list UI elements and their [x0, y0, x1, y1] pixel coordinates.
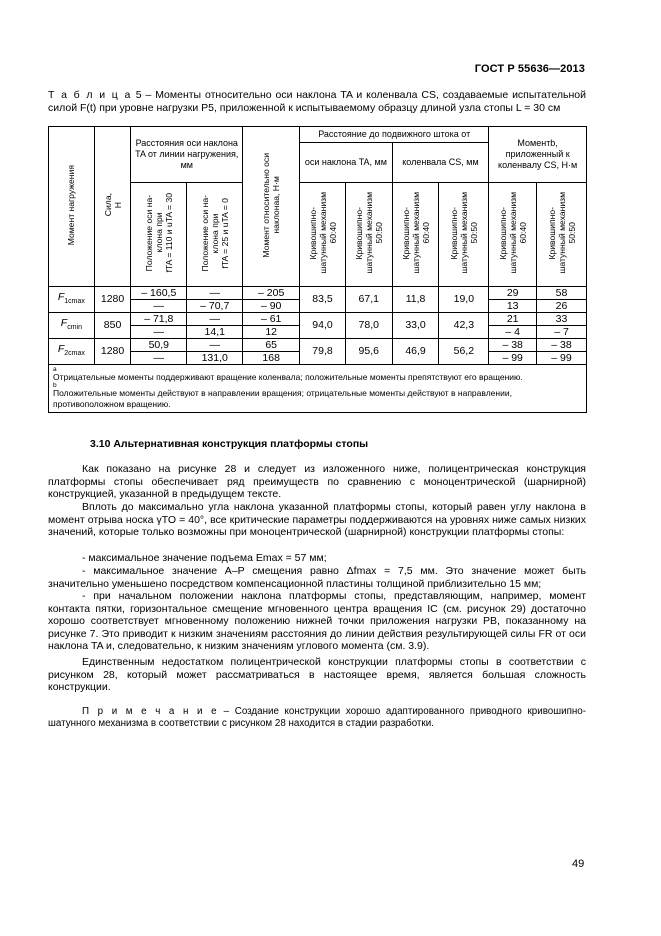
cell-pos2: — [187, 339, 243, 352]
cell-mb-mech1: 13 [489, 300, 537, 313]
row-force: 850 [94, 313, 131, 339]
table-caption [48, 89, 586, 115]
header-ta-mech2: Кривошипно- шатунный механизм 50:50 [345, 183, 392, 287]
cell-ta-mech1: 94,0 [300, 313, 346, 339]
cell-mb-mech1: – 38 [489, 339, 537, 352]
cell-pos1: — [131, 326, 187, 339]
cell-ta-mech2: 78,0 [345, 313, 392, 339]
header-pos2: Положение оси на- клона при fTA = 25 и uTA = 0 [187, 183, 243, 287]
table-row [49, 339, 587, 352]
cell-pos1: — [131, 300, 187, 313]
row-load-name: $F_{cmin}$ [49, 313, 95, 339]
footnote-a-mark: a [53, 366, 57, 373]
cell-pos2: — [187, 313, 243, 326]
cell-pos1: – 160,5 [131, 287, 187, 300]
paragraph-5: - при начальном положении наклона платформы стопы, представляющим, например, момент контакта пятки, горизонтальное смещение мгновенного центра вращения IC (см. рисунок 29) достаточно хорошо соответствует мгновенному положению нижней точки приложения нагрузки PB, показанному на рисунке 7. Это приводит к низким значениям расстояния до линии действия результирующей силы FR от оси наклона TA и, следовательно, к низким значениям углового момента (см. 3.9). [48, 590, 586, 653]
header-mb-mech1: Кривошипно- шатунный механизм 60:40 [489, 183, 537, 287]
header-crank-cs: коленвала CS, мм [392, 143, 489, 183]
note-label: П р и м е ч а н и е [82, 706, 219, 717]
cell-mb-mech2: 33 [537, 313, 587, 326]
cell-pos1: — [131, 352, 187, 365]
row-load-name: $F_{2cmax}$ [49, 339, 95, 365]
cell-mb-mech2: 58 [537, 287, 587, 300]
cell-ta-mech2: 95,6 [345, 339, 392, 365]
header-moment-axis: Момент относительно оси наклонаa, Н·м [243, 127, 300, 287]
caption-text: 5 – Моменты относительно оси наклона TA и коленвала CS, создаваемые испытательной силой F(t) при уровне нагрузки P5, приложенной к испытываемому образцу длиной узла стопы L = 30 см [48, 89, 586, 114]
header-cs-mech1: Кривошипно- шатунный механизм 60:40 [392, 183, 439, 287]
row-force: 1280 [94, 287, 131, 313]
cell-moment: 168 [243, 352, 300, 365]
header-ta-mech1: Кривошипно- шатунный механизм 60:40 [300, 183, 346, 287]
header-pos1: Положение оси на- клона при fTA = 110 и uTA = 30 [131, 183, 187, 287]
footnote-a: Отрицательные моменты поддерживают вращение коленвала; положительные моменты препятствуют его вращению. [53, 372, 523, 382]
cell-ta-mech1: 79,8 [300, 339, 346, 365]
cell-pos2: 14,1 [187, 326, 243, 339]
caption-label: Т а б л и ц а [48, 89, 132, 101]
header-force: Сила, Н [94, 127, 131, 287]
cell-pos2: — [187, 287, 243, 300]
standard-number: ГОСТ Р 55636—2013 [474, 63, 585, 75]
row-load-name: $F_{1cmax}$ [49, 287, 95, 313]
footnote-b-mark: b [53, 382, 57, 389]
header-axis-ta: оси наклона TA, мм [300, 143, 393, 183]
table-row [49, 313, 587, 326]
cell-ta-mech1: 83,5 [300, 287, 346, 313]
cell-pos1: 50,9 [131, 339, 187, 352]
page-number: 49 [572, 858, 585, 870]
cell-mb-mech2: – 7 [537, 326, 587, 339]
cell-ta-mech2: 67,1 [345, 287, 392, 313]
cell-moment: 12 [243, 326, 300, 339]
cell-moment: 65 [243, 339, 300, 352]
paragraph-3: - максимальное значение подъема Emax = 57 мм; [82, 552, 327, 564]
footnote-b: Положительные моменты действуют в направлении вращения; отрицательные моменты действуют в направлении, противоположном вращению. [53, 388, 512, 409]
cell-pos1: – 71,8 [131, 313, 187, 326]
moments-table [48, 126, 587, 413]
note-paragraph [48, 706, 586, 730]
header-rod-group: Расстояние до подвижного штока от [300, 127, 489, 143]
cell-mb-mech2: – 38 [537, 339, 587, 352]
header-cs-mech2: Кривошипно- шатунный механизм 50:50 [439, 183, 489, 287]
table-row [49, 287, 587, 300]
table-footnotes [49, 365, 587, 413]
cell-cs-mech2: 42,3 [439, 313, 489, 339]
cell-cs-mech2: 19,0 [439, 287, 489, 313]
cell-mb-mech2: – 99 [537, 352, 587, 365]
header-moment: Момент нагружения [49, 127, 95, 287]
cell-mb-mech1: 29 [489, 287, 537, 300]
paragraph-1: Как показано на рисунке 28 и следует из изложенного ниже, полицентрическая конструкция платформы стопы обеспечивает ряд преимуществ по сравнению с моноцентрической (шарнирной) конструкцией, указанной в предыдущем тексте. [48, 463, 586, 501]
cell-cs-mech1: 33,0 [392, 313, 439, 339]
paragraph-6: Единственным недостатком полицентрической конструкции платформы стопы в соответствии с рисунком 28, который может рассматриваться в настоящее время, является большая сложность конструкции. [48, 656, 586, 694]
cell-moment: – 90 [243, 300, 300, 313]
header-distance-group: Расстояния оси наклона TA от линии нагружения, мм [131, 127, 243, 183]
paragraph-4: - максимальное значение A–P смещения равно Δfmax = 7,5 мм. Это значение может быть значительно уменьшено посредством компенсационной пластины толщиной приблизительно 15 мм; [48, 565, 586, 590]
section-title: 3.10 Альтернативная конструкция платформы стопы [90, 438, 369, 450]
cell-moment: – 61 [243, 313, 300, 326]
cell-pos2: – 70,7 [187, 300, 243, 313]
cell-cs-mech1: 11,8 [392, 287, 439, 313]
cell-cs-mech1: 46,9 [392, 339, 439, 365]
cell-mb-mech1: 21 [489, 313, 537, 326]
row-force: 1280 [94, 339, 131, 365]
note-text: – Создание конструкции хорошо адаптированного приводного кривошипно-шатунного механизма в соответствии с рисунком 28 находится в стадии разработки. [48, 706, 586, 729]
header-moment-b: Моментb, приложенный к коленвалу CS, Н·м [489, 127, 587, 183]
cell-mb-mech2: 26 [537, 300, 587, 313]
cell-mb-mech1: – 4 [489, 326, 537, 339]
paragraph-2: Вплоть до максимально угла наклона указанной платформы стопы, который равен углу наклона в момент отрыва носка γTO = 40°, все критические параметры поддерживаются на уровнях ниже самых низких значений, которые только возможны при моноцентрической (шарнирной) конструкции платформы стопы: [48, 501, 586, 539]
header-mb-mech2: Кривошипно- шатунный механизм 50:50 [537, 183, 587, 287]
cell-moment: – 205 [243, 287, 300, 300]
cell-pos2: 131,0 [187, 352, 243, 365]
cell-mb-mech1: – 99 [489, 352, 537, 365]
cell-cs-mech2: 56,2 [439, 339, 489, 365]
